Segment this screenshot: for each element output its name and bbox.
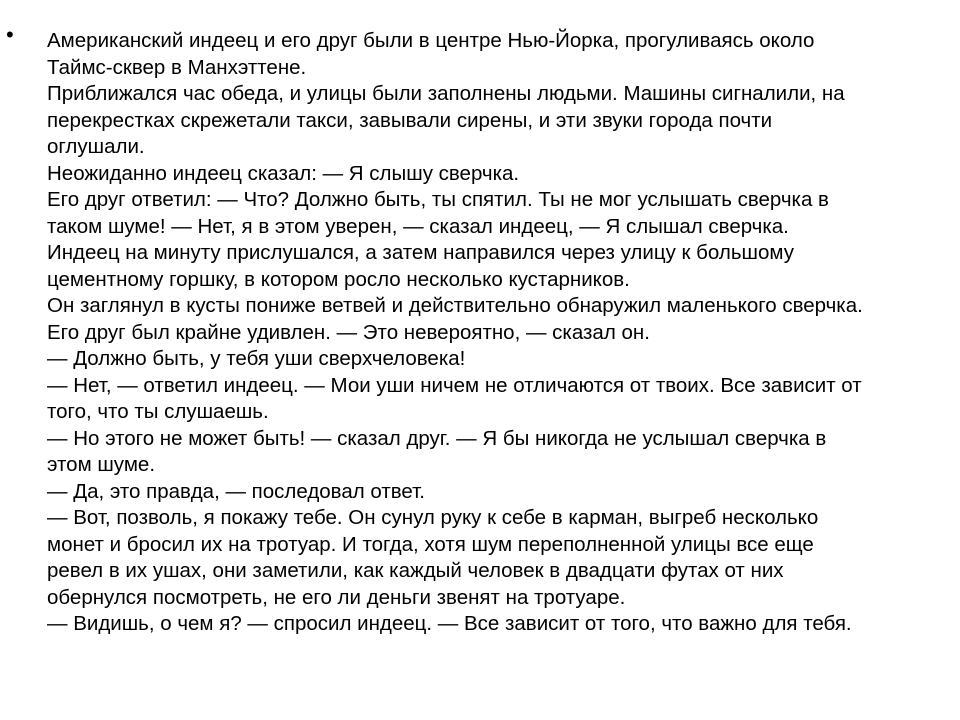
text-line: таком шуме! — Нет, я в этом уверен, — сказал индеец, — Я слышал сверчка. [47,214,789,238]
text-line: Его друг ответил: — Что? Должно быть, ты спятил. Ты не мог услышать сверчка в [47,188,829,211]
text-line: Индеец на минуту прислушался, а затем направился через улицу к большому [47,241,794,264]
text-line: Его друг был крайне удивлен. — Это невероятно, — сказал он. [47,320,650,344]
text-line: — Видишь, о чем я? — спросил индеец. — Все зависит от того, что важно для тебя. [47,612,852,635]
text-line: обернулся посмотреть, не его ли деньги звенят на тротуаре. [47,585,626,609]
text-line: Неожиданно индеец сказал: — Я слышу сверчка. [47,161,520,185]
text-line: — Но этого не может быть! — сказал друг. — Я бы никогда не услышал сверчка в [47,426,827,450]
text-line: ревел в их ушах, они заметили, как каждый человек в двадцати футах от них [47,559,784,582]
text-line: монет и бросил их на тротуар. И тогда, хотя шум переполненной улицы все еще [47,532,814,556]
text-line: оглушали. [47,135,145,158]
text-line: Он заглянул в кусты пониже ветвей и действительно обнаружил маленького сверчка. [47,294,863,317]
bullet-marker: • [6,22,14,47]
text-line: Приближался час обеда, и улицы были заполнены людьми. Машины сигналили, на [47,82,845,105]
text-line: Американский индеец и его друг были в центре Нью-Йорка, прогуливаясь около [47,29,815,52]
text-line: перекрестках скрежетали такси, завывали сирены, и эти звуки города почти [47,108,773,132]
text-line: — Нет, — ответил индеец. — Мои уши ничем не отличаются от твоих. Все зависит от [47,373,862,397]
text-line: — Да, это правда, — последовал ответ. [47,479,425,503]
text-line: того, что ты слушаешь. [47,400,269,423]
text-line: — Должно быть, у тебя уши сверхчеловека! [47,347,466,370]
text-line: цементному горшку, в котором росло несколько кустарников. [47,267,630,291]
text-line: этом шуме. [47,453,156,476]
text-line: — Вот, позволь, я покажу тебе. Он сунул руку к себе в карман, выгреб несколько [47,506,819,529]
text-line: Таймс-сквер в Манхэттене. [47,55,307,79]
story-text [47,28,952,638]
